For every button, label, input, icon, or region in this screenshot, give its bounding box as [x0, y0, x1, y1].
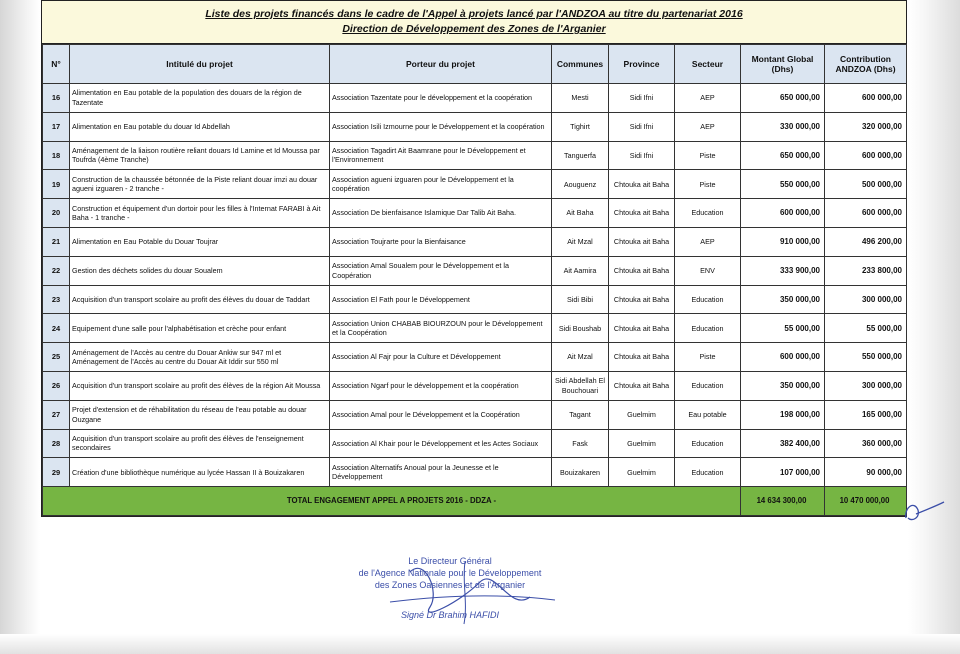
sector-cell: Education [675, 429, 741, 458]
andzoa-contribution-cell: 360 000,00 [825, 429, 907, 458]
province-cell: Sidi Ifni [609, 141, 675, 170]
andzoa-contribution-cell: 600 000,00 [825, 84, 907, 113]
province-cell: Sidi Ifni [609, 112, 675, 141]
province-cell: Guelmim [609, 400, 675, 429]
commune-cell: Aouguenz [552, 170, 609, 199]
sector-cell: ENV [675, 256, 741, 285]
table-row [43, 458, 907, 487]
title-line-2: Direction de Développement des Zones de l'Arganier [342, 23, 606, 35]
header-intitule: Intitulé du projet [70, 45, 330, 84]
andzoa-contribution-cell: 300 000,00 [825, 285, 907, 314]
signature-line-1: Le Directeur Général [408, 556, 492, 566]
title-block [42, 1, 906, 44]
project-title-cell: Projet d'extension et de réhabilitation du réseau de l'eau potable au douar Ouzgane [70, 400, 330, 429]
total-amount-cell: 333 900,00 [741, 256, 825, 285]
projects-table [42, 44, 907, 516]
commune-cell: Tagant [552, 400, 609, 429]
table-row [43, 141, 907, 170]
sector-cell: Eau potable [675, 400, 741, 429]
total-amount-cell: 330 000,00 [741, 112, 825, 141]
commune-cell: Ait Mzal [552, 227, 609, 256]
header-communes: Communes [552, 45, 609, 84]
row-number-cell: 19 [43, 170, 70, 199]
table-row [43, 400, 907, 429]
project-title-cell: Création d'une bibliothèque numérique au lycée Hassan II à Bouizakaren [70, 458, 330, 487]
total-amount-cell: 107 000,00 [741, 458, 825, 487]
province-cell: Chtouka ait Baha [609, 170, 675, 199]
total-amount-cell: 600 000,00 [741, 199, 825, 228]
row-number-cell: 20 [43, 199, 70, 228]
andzoa-contribution-cell: 90 000,00 [825, 458, 907, 487]
project-holder-cell: Association De bienfaisance Islamique Dar Talib Ait Baha. [330, 199, 552, 228]
sector-cell: AEP [675, 112, 741, 141]
project-holder-cell: Association Isili Izmourne pour le Développement et la coopération [330, 112, 552, 141]
sector-cell: Education [675, 371, 741, 400]
right-page-edge [908, 0, 960, 654]
project-holder-cell: Association El Fath pour le Développement [330, 285, 552, 314]
province-cell: Chtouka ait Baha [609, 256, 675, 285]
signature-line-3: des Zones Oasiennes et de l'Arganier [374, 580, 526, 590]
commune-cell: Ait Mzal [552, 343, 609, 372]
sector-cell: Education [675, 458, 741, 487]
project-holder-cell: Association Union CHABAB BIOURZOUN pour le Développement et la Coopération [330, 314, 552, 343]
project-holder-cell: Association Tazentate pour le développement et la coopération [330, 84, 552, 113]
project-holder-cell: Association Toujrarte pour la Bienfaisance [330, 227, 552, 256]
row-number-cell: 23 [43, 285, 70, 314]
project-title-cell: Equipement d'une salle pour l'alphabétisation et crèche pour enfant [70, 314, 330, 343]
andzoa-contribution-cell: 300 000,00 [825, 371, 907, 400]
table-row [43, 429, 907, 458]
project-title-cell: Alimentation en Eau potable de la population des douars de la région de Tazentate [70, 84, 330, 113]
andzoa-contribution-cell: 496 200,00 [825, 227, 907, 256]
province-cell: Chtouka ait Baha [609, 199, 675, 228]
total-amount-cell: 198 000,00 [741, 400, 825, 429]
sector-cell: AEP [675, 227, 741, 256]
project-holder-cell: Association Amal Soualem pour le Développement et la Coopération [330, 256, 552, 285]
province-cell: Guelmim [609, 458, 675, 487]
andzoa-contribution-cell: 320 000,00 [825, 112, 907, 141]
table-row [43, 285, 907, 314]
project-holder-cell: Association Tagadirt Ait Baamrane pour le Développement et l'Environnement [330, 141, 552, 170]
table-body [43, 84, 907, 487]
header-porteur: Porteur du projet [330, 45, 552, 84]
project-holder-cell: Association Al Khair pour le Développement et les Actes Sociaux [330, 429, 552, 458]
sector-cell: Education [675, 199, 741, 228]
andzoa-contribution-cell: 165 000,00 [825, 400, 907, 429]
project-title-cell: Aménagement de la liaison routière reliant douars Id Lamine et Id Moussa par Toufrda (4ème Tranche) [70, 141, 330, 170]
total-amount-cell: 650 000,00 [741, 141, 825, 170]
commune-cell: Sidi Abdellah El Bouchouari [552, 371, 609, 400]
signature-block [300, 555, 600, 621]
andzoa-contribution-cell: 600 000,00 [825, 199, 907, 228]
project-holder-cell: Association Al Fajr pour la Culture et Développement [330, 343, 552, 372]
total-label: TOTAL ENGAGEMENT APPEL A PROJETS 2016 - DDZA - [43, 487, 741, 516]
province-cell: Chtouka ait Baha [609, 343, 675, 372]
initial-mark [900, 488, 950, 528]
table-row [43, 371, 907, 400]
sector-cell: Education [675, 314, 741, 343]
row-number-cell: 16 [43, 84, 70, 113]
project-title-cell: Aménagement de l'Accès au centre du Douar Ankiw sur 947 ml et Aménagement de l'Accès au centre du Douar Ait Iddir sur 550 ml [70, 343, 330, 372]
table-row [43, 112, 907, 141]
andzoa-contribution-cell: 55 000,00 [825, 314, 907, 343]
total-amount-cell: 350 000,00 [741, 285, 825, 314]
table-row [43, 170, 907, 199]
row-number-cell: 27 [43, 400, 70, 429]
commune-cell: Sidi Bibi [552, 285, 609, 314]
commune-cell: Fask [552, 429, 609, 458]
row-number-cell: 22 [43, 256, 70, 285]
row-number-cell: 25 [43, 343, 70, 372]
commune-cell: Mesti [552, 84, 609, 113]
table-row [43, 256, 907, 285]
table-row [43, 199, 907, 228]
header-contribution: Contribution ANDZOA (Dhs) [825, 45, 907, 84]
total-amount-cell: 55 000,00 [741, 314, 825, 343]
project-holder-cell: Association agueni izguaren pour le Développement et la coopération [330, 170, 552, 199]
header-row [43, 45, 907, 84]
commune-cell: Bouizakaren [552, 458, 609, 487]
project-holder-cell: Association Ngarf pour le développement et la coopération [330, 371, 552, 400]
project-title-cell: Alimentation en Eau Potable du Douar Toujrar [70, 227, 330, 256]
project-title-cell: Gestion des déchets solides du douar Soualem [70, 256, 330, 285]
table-row [43, 314, 907, 343]
table-row [43, 227, 907, 256]
title-line-1: Liste des projets financés dans le cadre de l'Appel à projets lancé par l'ANDZOA au titre du partenariat 2016 [205, 8, 743, 20]
commune-cell: Sidi Boushab [552, 314, 609, 343]
project-title-cell: Acquisition d'un transport scolaire au profit des élèves du douar de Taddart [70, 285, 330, 314]
total-montant: 14 634 300,00 [741, 487, 825, 516]
bottom-page-edge [0, 634, 960, 654]
project-holder-cell: Association Alternatifs Anoual pour la Jeunesse et le Développement [330, 458, 552, 487]
total-amount-cell: 600 000,00 [741, 343, 825, 372]
row-number-cell: 24 [43, 314, 70, 343]
row-number-cell: 17 [43, 112, 70, 141]
header-province: Province [609, 45, 675, 84]
row-number-cell: 29 [43, 458, 70, 487]
sector-cell: AEP [675, 84, 741, 113]
signatory-name: Signé Dr Brahim HAFIDI [400, 610, 500, 620]
andzoa-contribution-cell: 500 000,00 [825, 170, 907, 199]
project-title-cell: Alimentation en Eau potable du douar Id Abdellah [70, 112, 330, 141]
project-title-cell: Construction et équipement d'un dortoir pour les filles à l'Internat FARABI à Ait Baha - 1 tranche - [70, 199, 330, 228]
total-row [43, 487, 907, 516]
province-cell: Chtouka ait Baha [609, 371, 675, 400]
province-cell: Sidi Ifni [609, 84, 675, 113]
table-row [43, 343, 907, 372]
row-number-cell: 21 [43, 227, 70, 256]
andzoa-contribution-cell: 550 000,00 [825, 343, 907, 372]
sector-cell: Education [675, 285, 741, 314]
sector-cell: Piste [675, 343, 741, 372]
commune-cell: Tighirt [552, 112, 609, 141]
row-number-cell: 26 [43, 371, 70, 400]
header-num: N° [43, 45, 70, 84]
sector-cell: Piste [675, 170, 741, 199]
andzoa-contribution-cell: 600 000,00 [825, 141, 907, 170]
province-cell: Guelmim [609, 429, 675, 458]
header-secteur: Secteur [675, 45, 741, 84]
province-cell: Chtouka ait Baha [609, 285, 675, 314]
project-title-cell: Acquisition d'un transport scolaire au profit des élèves de l'enseignement secondaires [70, 429, 330, 458]
row-number-cell: 18 [43, 141, 70, 170]
province-cell: Chtouka ait Baha [609, 227, 675, 256]
commune-cell: Ait Aamira [552, 256, 609, 285]
project-title-cell: Construction de la chaussée bétonnée de la Piste reliant douar imzi au douar agueni izguaren - 2 tranche - [70, 170, 330, 199]
total-amount-cell: 550 000,00 [741, 170, 825, 199]
left-page-edge [0, 0, 40, 654]
sector-cell: Piste [675, 141, 741, 170]
project-holder-cell: Association Amal pour le Développement et la Coopération [330, 400, 552, 429]
header-montant: Montant Global (Dhs) [741, 45, 825, 84]
andzoa-contribution-cell: 233 800,00 [825, 256, 907, 285]
project-title-cell: Acquisition d'un transport scolaire au profit des élèves de la région Ait Moussa [70, 371, 330, 400]
commune-cell: Ait Baha [552, 199, 609, 228]
commune-cell: Tanguerfa [552, 141, 609, 170]
signature-line-2: de l'Agence Nationale pour le Développement [358, 568, 542, 578]
total-contribution: 10 470 000,00 [825, 487, 907, 516]
row-number-cell: 28 [43, 429, 70, 458]
total-amount-cell: 910 000,00 [741, 227, 825, 256]
total-amount-cell: 650 000,00 [741, 84, 825, 113]
table-row [43, 84, 907, 113]
province-cell: Chtouka ait Baha [609, 314, 675, 343]
total-amount-cell: 350 000,00 [741, 371, 825, 400]
projects-sheet [41, 0, 907, 517]
total-amount-cell: 382 400,00 [741, 429, 825, 458]
